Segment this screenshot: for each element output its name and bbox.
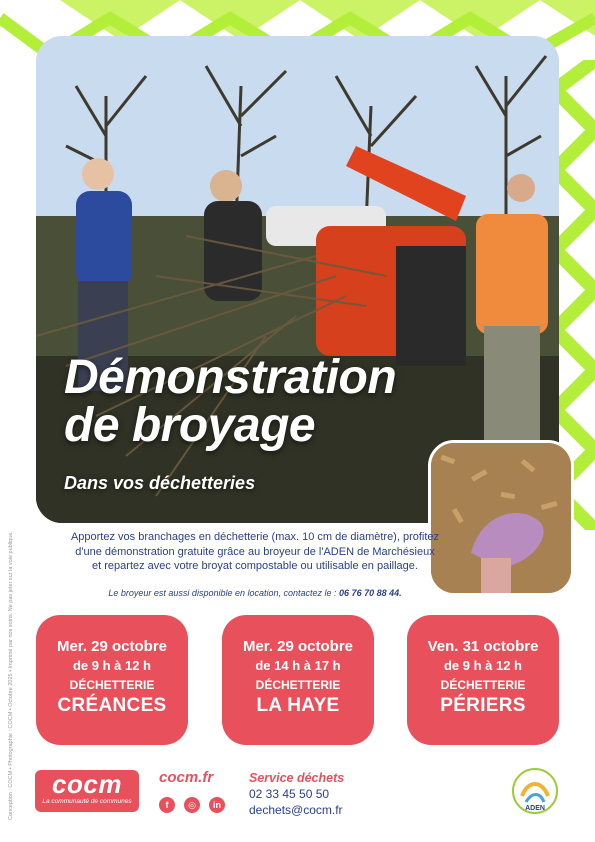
- wood-chips-photo: [428, 440, 574, 596]
- event-card-creances: [36, 615, 188, 745]
- intro-text: Apportez vos branchages en déchetterie (max. 10 cm de diamètre), profitez d'une démonstration gratuite grâce au broyeur de l'ADEN de Marchésieux et repartez avec votre broyat compostable ou utilisable en paillage.: [70, 531, 440, 572]
- event-time: de 9 h à 12 h: [443, 658, 523, 673]
- logo-word: cocm: [52, 769, 122, 799]
- event-place: CRÉANCES: [57, 695, 167, 716]
- event-label: DÉCHETTERIE: [69, 678, 155, 692]
- service-contact: [249, 770, 344, 818]
- event-time: de 9 h à 12 h: [72, 658, 152, 673]
- event-date: Ven. 31 octobre: [427, 638, 539, 655]
- event-time: de 14 h à 17 h: [255, 658, 341, 673]
- event-date: Mer. 29 octobre: [56, 638, 168, 655]
- rental-text: Le broyeur est aussi disponible en location, contactez le :: [108, 588, 337, 598]
- event-card-la-haye: [222, 615, 374, 745]
- page-title: [64, 351, 397, 452]
- rental-phone: 06 76 70 88 44.: [339, 588, 402, 598]
- social-links: [159, 797, 225, 813]
- title-line-2: de broyage: [64, 399, 316, 452]
- facebook-icon[interactable]: f: [159, 797, 175, 813]
- credit-line: Conception : COCM • Photographie : COCM • Octobre 2025 • Imprimé par nos soins. Ne pas jeter sur la voie publique.: [8, 531, 14, 820]
- cocm-logo[interactable]: [35, 770, 139, 812]
- aden-logo: [510, 766, 560, 816]
- event-place: LA HAYE: [256, 695, 340, 716]
- instagram-icon[interactable]: ◎: [184, 797, 200, 813]
- event-date: Mer. 29 octobre: [242, 638, 354, 655]
- linkedin-icon[interactable]: in: [209, 797, 225, 813]
- rental-note: [70, 588, 440, 598]
- event-label: DÉCHETTERIE: [440, 678, 526, 692]
- page-subtitle: Dans vos déchetteries: [64, 473, 256, 493]
- service-title: Service déchets: [249, 771, 345, 785]
- website-link[interactable]: cocm.fr: [159, 769, 214, 786]
- wood-chips-image: [431, 443, 574, 596]
- event-label: DÉCHETTERIE: [255, 678, 341, 692]
- service-email[interactable]: dechets@cocm.fr: [249, 803, 343, 817]
- title-line-1: Démonstration: [64, 351, 397, 404]
- service-phone[interactable]: 02 33 45 50 50: [249, 787, 330, 801]
- aden-logo-text: ADEN: [525, 805, 545, 812]
- event-card-periers: [407, 615, 559, 745]
- logo-tagline: La communauté de communes: [42, 798, 132, 805]
- event-place: PÉRIERS: [440, 695, 526, 716]
